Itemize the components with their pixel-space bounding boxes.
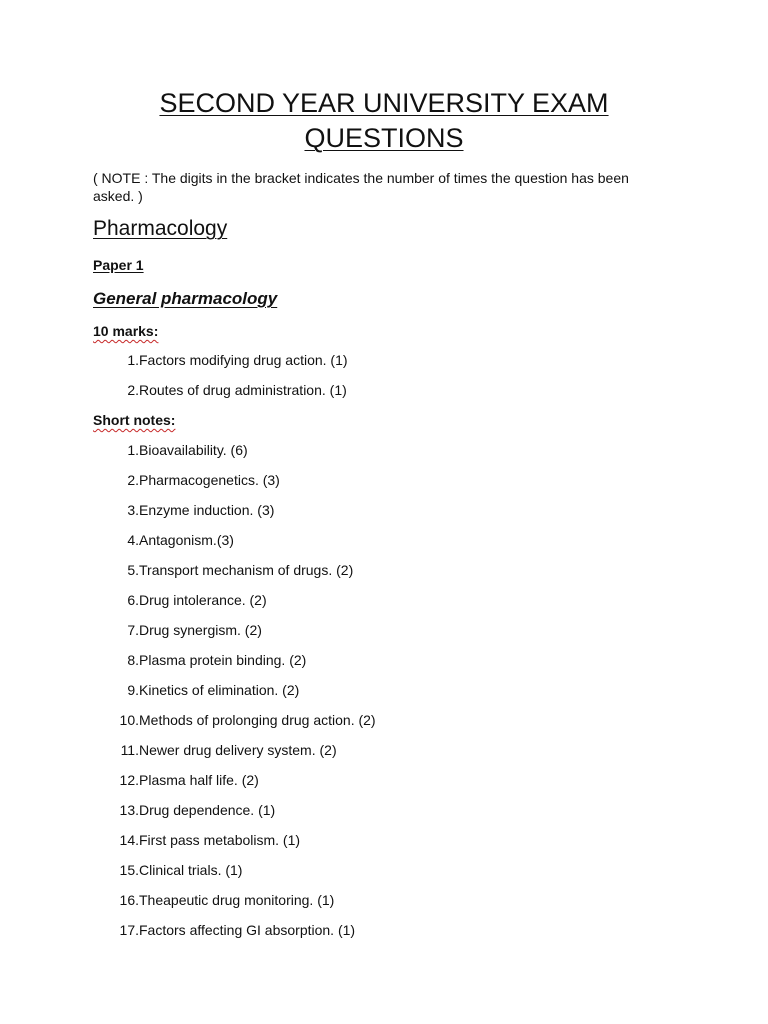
list-item	[93, 771, 259, 801]
list-item-text: Factors modifying drug action. (1)	[139, 352, 348, 368]
list-item-number: 17.	[119, 922, 139, 938]
list-item-number: 16.	[119, 892, 139, 908]
list-item	[93, 681, 300, 711]
list-item-text: Antagonism.(3)	[139, 532, 234, 548]
list-item-number: 7.	[127, 622, 139, 638]
list-item	[93, 471, 280, 501]
list-item-number: 15.	[119, 862, 139, 878]
list-item-text: Enzyme induction. (3)	[139, 502, 275, 518]
list-item-number: 1.	[127, 442, 139, 458]
list-item-text: Transport mechanism of drugs. (2)	[139, 562, 354, 578]
list-item-text: Methods of prolonging drug action. (2)	[139, 712, 376, 728]
list-item-text: Newer drug delivery system. (2)	[139, 742, 337, 758]
list-item-number: 2.	[127, 382, 139, 398]
list-item-number: 12.	[119, 772, 139, 788]
list-item	[93, 561, 354, 591]
list-item-number: 4.	[127, 532, 139, 548]
section-heading: General pharmacology	[93, 289, 278, 308]
list-item	[93, 921, 356, 951]
page-title-line-2: QUESTIONS	[304, 123, 464, 153]
list-item	[93, 801, 276, 831]
list-item-text: Theapeutic drug monitoring. (1)	[139, 892, 335, 908]
paper-heading: Paper 1	[93, 257, 144, 273]
list-item-number: 1.	[127, 352, 139, 368]
list-item	[93, 741, 337, 771]
list-item-number: 13.	[119, 802, 139, 818]
list-item-text: Drug intolerance. (2)	[139, 592, 267, 608]
list-item-number: 5.	[127, 562, 139, 578]
list-item-text: Clinical trials. (1)	[139, 862, 243, 878]
list-item	[93, 591, 267, 621]
list-item-number: 9.	[127, 682, 139, 698]
list-item	[93, 381, 347, 411]
page-title-line-1: SECOND YEAR UNIVERSITY EXAM	[159, 88, 609, 118]
list-item-text: Drug dependence. (1)	[139, 802, 276, 818]
list-item-text: Plasma protein binding. (2)	[139, 652, 307, 668]
short-notes-list	[93, 441, 376, 951]
list-item-text: Routes of drug administration. (1)	[139, 382, 347, 398]
list-item-number: 8.	[127, 652, 139, 668]
list-item-number: 10.	[119, 712, 139, 728]
list-item-text: Kinetics of elimination. (2)	[139, 682, 300, 698]
list-item-text: Pharmacogenetics. (3)	[139, 472, 280, 488]
list-item-number: 2.	[127, 472, 139, 488]
list-item	[93, 711, 376, 741]
list-item-text: First pass metabolism. (1)	[139, 832, 301, 848]
page-title	[0, 86, 768, 156]
list-item-text: Factors affecting GI absorption. (1)	[139, 922, 356, 938]
list-item	[93, 831, 301, 861]
list-item-number: 6.	[127, 592, 139, 608]
ten-marks-heading: 10 marks:	[93, 323, 159, 339]
list-item	[93, 861, 243, 891]
list-item	[93, 651, 307, 681]
note-paragraph: ( NOTE : The digits in the bracket indicates the number of times the question has been asked. )	[93, 170, 629, 204]
subject-heading: Pharmacology	[93, 217, 228, 240]
list-item-number: 11.	[120, 742, 139, 758]
ten-marks-list	[93, 351, 348, 411]
list-item	[93, 501, 275, 531]
list-item	[93, 531, 234, 561]
list-item	[93, 891, 335, 921]
list-item	[93, 621, 262, 651]
list-item	[93, 441, 248, 471]
list-item-number: 14.	[119, 832, 139, 848]
list-item-text: Plasma half life. (2)	[139, 772, 259, 788]
list-item	[93, 351, 348, 381]
list-item-number: 3.	[127, 502, 139, 518]
list-item-text: Bioavailability. (6)	[139, 442, 248, 458]
list-item-text: Drug synergism. (2)	[139, 622, 262, 638]
short-notes-heading: Short notes:	[93, 412, 176, 428]
